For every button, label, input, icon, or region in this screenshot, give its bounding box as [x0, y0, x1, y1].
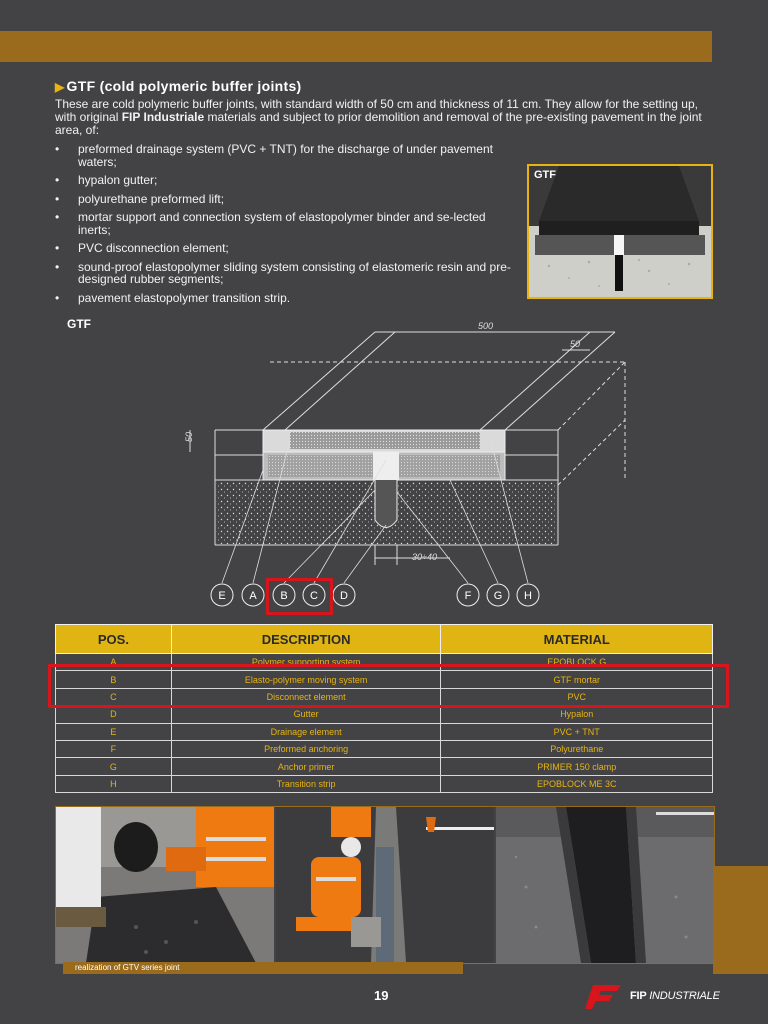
table-row — [56, 723, 713, 740]
right-band — [713, 866, 768, 974]
table-header-row — [56, 625, 713, 654]
cell-material: PVC + TNT — [441, 723, 713, 740]
cell-material: EPOBLOCK G — [441, 654, 713, 671]
cell-description: Anchor primer — [171, 758, 441, 775]
dimension-gap: 30÷40 — [412, 552, 437, 562]
intro-text-1: These are cold polymeric buffer joints, with standard width of 50 cm and thickness of 11 cm. They allow for the setting up, with original — [55, 97, 698, 124]
cell-material: Polyurethane — [441, 740, 713, 757]
section-title: GTF (cold polymeric buffer joints) — [66, 78, 302, 94]
cell-description: Polymer supporting system — [171, 654, 441, 671]
list-item: • sound-proof elastopolymer sliding system consisting of elastomeric resin and pre-designed rubber segments; — [55, 261, 515, 286]
photo-caption: realization of GTV series joint — [75, 963, 180, 972]
col-header-description: DESCRIPTION — [171, 625, 441, 654]
callout-g: G — [493, 590, 503, 602]
col-header-pos: POS. — [56, 625, 172, 654]
col-header-material: MATERIAL — [441, 625, 713, 654]
cell-description: Transition strip — [171, 775, 441, 792]
row-highlight-box — [48, 664, 729, 708]
cell-material: GTF mortar — [441, 671, 713, 688]
materials-table — [55, 624, 713, 793]
list-item: • preformed drainage system (PVC + TNT) for the discharge of under pavement waters; — [55, 143, 515, 168]
photo-label: GTF — [534, 169, 556, 181]
cell-description: Elasto-polymer moving system — [171, 671, 441, 688]
table-row — [56, 758, 713, 775]
cell-description: Disconnect element — [171, 688, 441, 705]
cell-pos: A — [56, 654, 172, 671]
gtf-cross-section-diagram — [160, 320, 650, 615]
fip-logo-mark-icon — [585, 983, 625, 1009]
intro-brand: FIP Industriale — [121, 110, 205, 124]
cell-pos: C — [56, 688, 172, 705]
cell-pos: F — [56, 740, 172, 757]
dimension-50-side: 50 — [184, 431, 194, 442]
page-number: 19 — [374, 988, 389, 1003]
cell-description: Drainage element — [171, 723, 441, 740]
install-photo-3 — [496, 807, 714, 963]
worker-kneeling-image — [276, 807, 494, 963]
table-row — [56, 775, 713, 792]
feature-list — [55, 143, 515, 310]
cell-pos: E — [56, 723, 172, 740]
diagram-title: GTF — [67, 317, 91, 331]
cell-material: Hypalon — [441, 706, 713, 723]
intro-text-2: materials and subject to prior demolition and removal of the pre-existing pavement in the joint area, of: — [55, 110, 702, 137]
callout-h: H — [524, 590, 532, 602]
list-item: • mortar support and connection system of elastopolymer binder and se-lected inerts; — [55, 211, 515, 236]
callout-a: A — [249, 590, 257, 602]
cell-pos: D — [56, 706, 172, 723]
callout-b: B — [280, 590, 288, 602]
install-photo-2 — [276, 807, 496, 963]
install-photo-1 — [56, 807, 276, 963]
list-item: • pavement elastopolymer transition strip. — [55, 292, 515, 305]
cell-pos: B — [56, 671, 172, 688]
dimension-50-top: 50 — [570, 339, 581, 349]
gtf-photo — [527, 164, 713, 299]
cell-description: Preformed anchoring — [171, 740, 441, 757]
list-item: • polyurethane preformed lift; — [55, 193, 515, 206]
triangle-bullet-icon: ▶ — [55, 80, 65, 94]
gtf-sample-image — [529, 166, 711, 297]
logo-suffix: INDUSTRIALE — [649, 990, 720, 1002]
workers-pouring-image — [56, 807, 274, 963]
table-row — [56, 706, 713, 723]
list-item: • PVC disconnection element; — [55, 242, 515, 255]
section-heading — [55, 78, 302, 94]
intro-paragraph — [55, 98, 713, 137]
cell-pos: G — [56, 758, 172, 775]
installation-photo-strip — [55, 806, 715, 964]
cell-material: PRIMER 150 clamp — [441, 758, 713, 775]
cell-material: EPOBLOCK ME 3C — [441, 775, 713, 792]
cell-description: Gutter — [171, 706, 441, 723]
callout-f: F — [464, 590, 472, 602]
logo-brand: FIP — [630, 990, 647, 1002]
fip-logo — [585, 983, 735, 1009]
cell-pos: H — [56, 775, 172, 792]
dimension-500: 500 — [478, 321, 494, 331]
callout-highlight-box — [266, 578, 333, 615]
list-item: • hypalon gutter; — [55, 174, 515, 187]
callout-d: D — [340, 590, 348, 602]
finished-joint-image — [496, 807, 714, 963]
callout-e: E — [218, 590, 226, 602]
top-band — [0, 31, 712, 62]
cell-material: PVC — [441, 688, 713, 705]
callout-c: C — [310, 590, 318, 602]
table-row — [56, 740, 713, 757]
